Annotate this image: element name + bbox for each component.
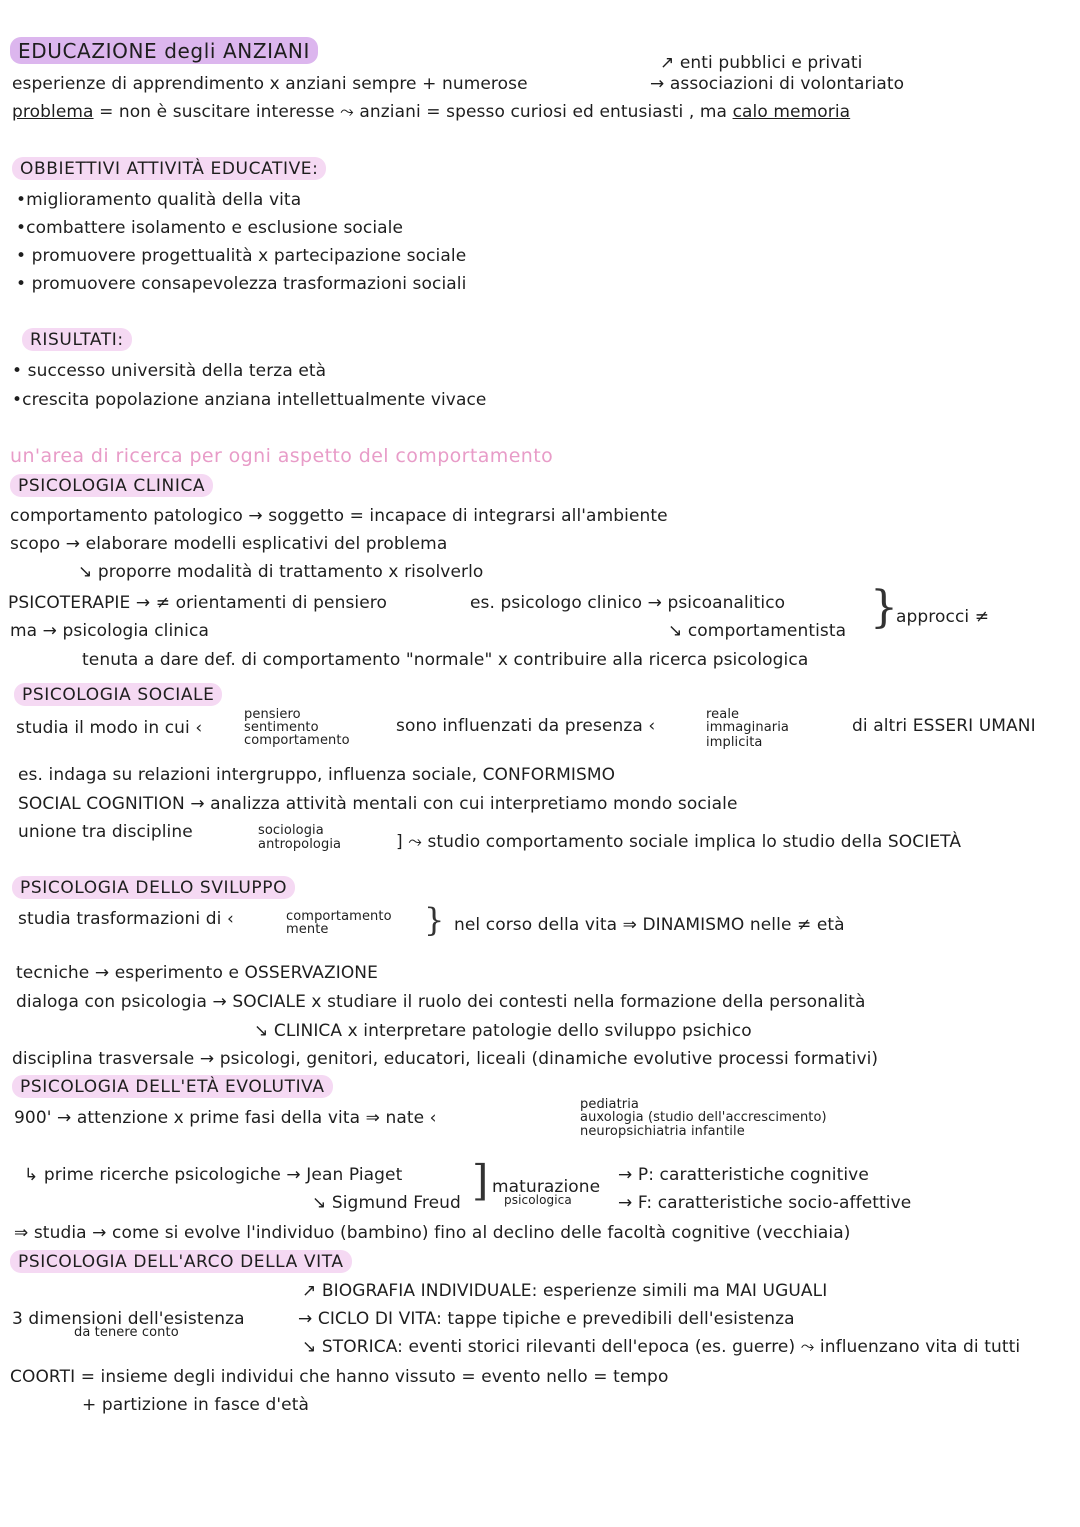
psicoterapie-line: PSICOTERAPIE → ≠ orientamenti di pensiero [8,593,388,613]
sociale-sociologia: sociologia [258,823,324,838]
sociale-antropologia: antropologia [258,837,342,852]
associazioni-note: → associazioni di volontariato [650,74,905,94]
curly-brace: ] [472,1156,489,1205]
evolutiva-prime: ↳ prime ricerche psicologiche → Jean Piaget [24,1165,403,1185]
sviluppo-disciplina: disciplina trasversale → psicologi, genitori, educatori, liceali (dinamiche evolutive processi formativi) [12,1049,879,1069]
curly-brace: } [870,582,898,633]
sociale-pensiero: pensiero [244,707,301,722]
calo-memoria: calo memoria [732,102,851,122]
obiettivo-item: • promuovere consapevolezza trasformazioni sociali [16,274,467,294]
evolutiva-line-1: 900' → attenzione x prime fasi della vita ⇒ nate ‹ [14,1108,437,1128]
sociale-studio: ] ⤳ studio comportamento sociale implica lo studio della SOCIETÀ [396,832,962,852]
edu-line-2-rest: = non è suscitare interesse ⤳ anziani = spesso curiosi ed entusiasti , ma [99,102,728,122]
arco-partizione: + partizione in fasce d'età [82,1395,309,1415]
research-area-heading: un'area di ricerca per ogni aspetto del comportamento [10,445,554,467]
section-title-arco: PSICOLOGIA DELL'ARCO DELLA VITA [10,1251,352,1273]
sociale-reale: reale [706,707,740,722]
evolutiva-p: → P: caratteristiche cognitive [618,1165,869,1185]
sociale-comportamento: comportamento [244,733,350,748]
arco-coorti: COORTI = insieme degli individui che hanno vissuto = evento nello = tempo [10,1367,669,1387]
evolutiva-neuro: neuropsichiatria infantile [580,1124,745,1139]
sociale-implicita: implicita [706,735,763,750]
enti-note: ↗ enti pubblici e privati [660,53,863,73]
sviluppo-corso: nel corso della vita ⇒ DINAMISMO nelle ≠ età [454,915,845,935]
obiettivo-item: •combattere isolamento e esclusione sociale [16,218,404,238]
section-title-evolutiva: PSICOLOGIA DELL'ETÀ EVOLUTIVA [12,1076,333,1098]
problema-word: problema [12,102,94,122]
sociale-studia: studia il modo in cui ‹ [16,718,203,738]
risultato-item: • successo università della terza età [12,361,327,381]
clinica-line-3: ↘ proporre modalità di trattamento x risolverlo [78,562,484,582]
section-title-risultati: RISULTATI: [22,329,132,351]
sviluppo-comportamento: comportamento [286,909,392,924]
clinica-line-2: scopo → elaborare modelli esplicativi del problema [10,534,448,554]
sviluppo-clinica: ↘ CLINICA x interpretare patologie dello sviluppo psichico [254,1021,752,1041]
evolutiva-studia: ⇒ studia → come si evolve l'individuo (bambino) fino al declino delle facoltà cognitive (vecchiaia) [14,1223,851,1243]
edu-line-2 [12,101,850,123]
comportamentista-line: ↘ comportamentista [668,621,847,641]
evolutiva-freud: ↘ Sigmund Freud [312,1193,461,1213]
evolutiva-f: → F: caratteristiche socio-affettive [618,1193,912,1213]
arco-ciclo: → CICLO DI VITA: tappe tipiche e prevedibili dell'esistenza [298,1309,795,1329]
evolutiva-auxologia: auxologia (studio dell'accrescimento) [580,1110,827,1125]
section-title-educazione: EDUCAZIONE degli ANZIANI [10,40,318,62]
arco-tre: 3 dimensioni dell'esistenza [12,1309,245,1329]
social-cognition: SOCIAL COGNITION → analizza attività mentali con cui interpretiamo mondo sociale [18,794,738,814]
edu-line-1: esperienze di apprendimento x anziani sempre + numerose [12,74,528,94]
section-title-clinica: PSICOLOGIA CLINICA [10,475,213,497]
sviluppo-studia: studia trasformazioni di ‹ [18,909,234,929]
sviluppo-dialoga: dialoga con psicologia → SOCIALE x studiare il ruolo dei contesti nella formazione della personalità [16,992,866,1012]
section-title-sviluppo: PSICOLOGIA DELLO SVILUPPO [12,877,295,899]
evolutiva-pediatria: pediatria [580,1097,640,1112]
sociale-unione: unione tra discipline [18,822,193,842]
sociale-es: es. indaga su relazioni intergruppo, influenza sociale, CONFORMISMO [18,765,616,785]
evolutiva-maturazione: maturazione [492,1177,601,1197]
clinica-line-1: comportamento patologico → soggetto = incapace di integrarsi all'ambiente [10,506,668,526]
arco-storica: ↘ STORICA: eventi storici rilevanti dell'epoca (es. guerre) ⤳ influenzano vita di tutti [302,1337,1021,1357]
sociale-influenzati: sono influenzati da presenza ‹ [396,716,656,736]
risultato-item: •crescita popolazione anziana intellettualmente vivace [12,390,487,410]
obiettivo-item: • promuovere progettualità x partecipazione sociale [16,246,467,266]
section-title-sociale: PSICOLOGIA SOCIALE [14,684,222,706]
arco-bio: ↗ BIOGRAFIA INDIVIDUALE: esperienze simili ma MAI UGUALI [302,1281,828,1301]
sociale-altri: di altri ESSERI UMANI [852,716,1036,736]
sociale-sentimento: sentimento [244,720,319,735]
obiettivo-item: •miglioramento qualità della vita [16,190,302,210]
curly-brace: } [424,901,445,939]
section-title-obiettivi: OBBIETTIVI ATTIVITÀ EDUCATIVE: [12,158,326,180]
evolutiva-psicologica: psicologica [504,1193,572,1207]
sviluppo-tecniche: tecniche → esperimento e OSSERVAZIONE [16,963,378,983]
clinica-line-6: tenuta a dare def. di comportamento "normale" x contribuire alla ricerca psicologica [82,650,809,670]
sociale-immaginaria: immaginaria [706,720,789,735]
ma-psicologia-line: ma → psicologia clinica [10,621,209,641]
approcci-note: approcci ≠ [896,607,990,627]
psicologo-clinico-line: es. psicologo clinico → psicoanalitico [470,593,786,613]
arco-tenere: da tenere conto [74,1325,179,1340]
sviluppo-mente: mente [286,922,329,937]
